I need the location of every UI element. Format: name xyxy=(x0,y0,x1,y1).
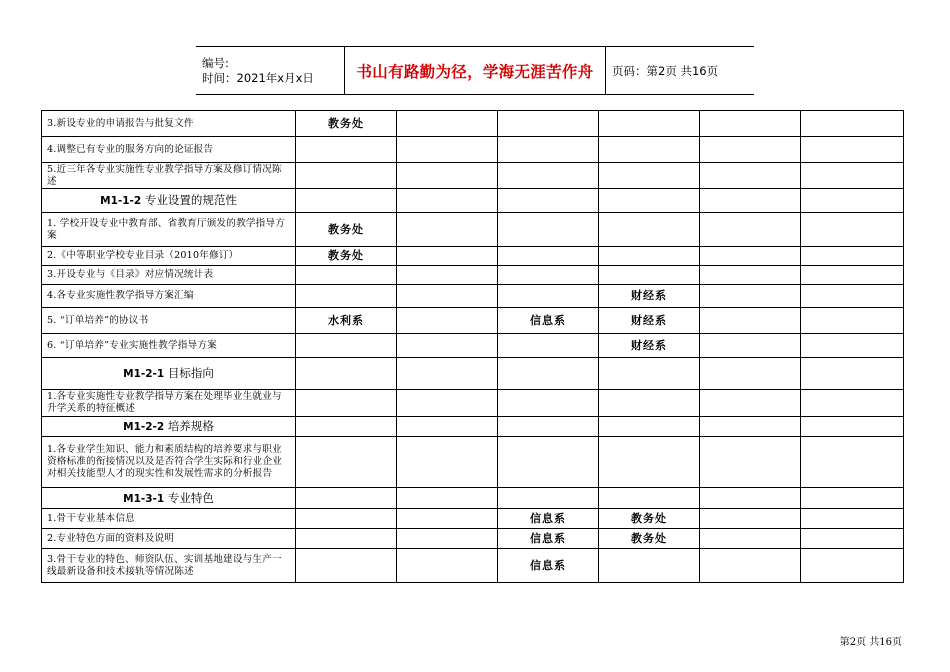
dept-cell xyxy=(700,163,801,189)
dept-cell xyxy=(397,111,498,137)
dept-cell xyxy=(498,437,599,488)
section-title: 培养规格 xyxy=(164,419,214,433)
dept-cell xyxy=(599,189,700,213)
dept-cell xyxy=(700,308,801,334)
dept-cell xyxy=(397,334,498,358)
dept-cell xyxy=(498,247,599,266)
dept-cell xyxy=(599,266,700,285)
dept-cell xyxy=(700,247,801,266)
dept-cell xyxy=(801,417,904,437)
dept-cell xyxy=(700,137,801,163)
table-row xyxy=(42,390,904,417)
dept-cell xyxy=(397,308,498,334)
section-code: M1-2-1 xyxy=(123,368,165,380)
dept-cell xyxy=(498,111,599,137)
dept-cell xyxy=(801,163,904,189)
dept-cell xyxy=(498,189,599,213)
section-row xyxy=(42,417,904,437)
dept-cell xyxy=(801,334,904,358)
header-meta xyxy=(196,47,345,94)
page-header xyxy=(196,46,754,95)
section-title: 专业特色 xyxy=(164,490,214,505)
dept-cell xyxy=(700,111,801,137)
dept-cell xyxy=(397,163,498,189)
dept-cell xyxy=(700,334,801,358)
table-row xyxy=(42,247,904,266)
item-text: 6. “订单培养”专业实施性教学指导方案 xyxy=(42,334,296,358)
dept-cell xyxy=(700,213,801,247)
dept-cell xyxy=(498,488,599,509)
page-label: 页码：第2页 共16页 xyxy=(612,63,719,78)
dept-cell xyxy=(801,488,904,509)
dept-cell xyxy=(801,549,904,583)
dept-cell xyxy=(599,437,700,488)
dept-cell: 教务处 xyxy=(296,111,397,137)
dept-cell xyxy=(801,137,904,163)
dept-cell xyxy=(397,189,498,213)
item-text: 1. 学校开设专业中教育部、省教育厅颁发的教学指导方案 xyxy=(42,213,296,247)
item-text: 5. “订单培养”的协议书 xyxy=(42,308,296,334)
dept-cell xyxy=(599,417,700,437)
dept-cell xyxy=(397,488,498,509)
table-row xyxy=(42,111,904,137)
dept-cell xyxy=(700,358,801,390)
table-row xyxy=(42,437,904,488)
dept-cell xyxy=(296,285,397,308)
dept-cell xyxy=(599,213,700,247)
dept-cell xyxy=(599,390,700,417)
item-text: 2.《中等职业学校专业目录（2010年修订） xyxy=(42,247,296,266)
section-code: M1-3-1 xyxy=(123,492,165,505)
page-footer: 第2页 共16页 xyxy=(839,637,902,648)
table-row xyxy=(42,529,904,549)
dept-cell: 财经系 xyxy=(599,308,700,334)
dept-cell xyxy=(397,529,498,549)
item-text: 3.新设专业的申请报告与批复文件 xyxy=(42,111,296,137)
dept-cell: 财经系 xyxy=(599,334,700,358)
dept-cell: 信息系 xyxy=(498,549,599,583)
dept-cell xyxy=(498,334,599,358)
dept-cell xyxy=(296,137,397,163)
dept-cell xyxy=(296,417,397,437)
dept-cell xyxy=(397,417,498,437)
section-heading xyxy=(42,358,296,390)
dept-cell xyxy=(498,266,599,285)
dept-cell xyxy=(498,285,599,308)
item-text: 3.开设专业与《目录》对应情况统计表 xyxy=(42,266,296,285)
dept-cell: 教务处 xyxy=(599,509,700,529)
dept-cell xyxy=(599,247,700,266)
dept-cell xyxy=(801,247,904,266)
dept-cell: 教务处 xyxy=(599,529,700,549)
table-row xyxy=(42,137,904,163)
item-text: 2.专业特色方面的资料及说明 xyxy=(42,529,296,549)
dept-cell xyxy=(397,509,498,529)
section-row xyxy=(42,488,904,509)
dept-cell xyxy=(599,358,700,390)
dept-cell xyxy=(296,358,397,390)
item-text: 3.骨干专业的特色、师资队伍、实训基地建设与生产一线最新设备和技术接轨等情况陈述 xyxy=(42,549,296,583)
dept-cell xyxy=(397,358,498,390)
item-text: 4.各专业实施性教学指导方案汇编 xyxy=(42,285,296,308)
dept-cell xyxy=(397,285,498,308)
dept-cell xyxy=(498,163,599,189)
dept-cell xyxy=(599,163,700,189)
dept-cell xyxy=(801,390,904,417)
item-text: 4.调整已有专业的服务方向的论证报告 xyxy=(42,137,296,163)
dept-cell xyxy=(296,437,397,488)
dept-cell xyxy=(801,308,904,334)
dept-cell xyxy=(700,549,801,583)
number-label: 编号: xyxy=(202,55,229,70)
dept-cell xyxy=(700,509,801,529)
dept-cell xyxy=(700,285,801,308)
dept-cell xyxy=(498,213,599,247)
item-text: 1.各专业实施性专业教学指导方案在处理毕业生就业与升学关系的特征概述 xyxy=(42,390,296,417)
table-row xyxy=(42,266,904,285)
dept-cell xyxy=(498,390,599,417)
dept-cell xyxy=(397,247,498,266)
dept-cell xyxy=(700,266,801,285)
table-row xyxy=(42,509,904,529)
dept-cell xyxy=(801,213,904,247)
dept-cell xyxy=(397,549,498,583)
section-title: 专业设置的规范性 xyxy=(141,193,237,207)
section-code: M1-1-2 xyxy=(100,195,142,207)
dept-cell xyxy=(397,437,498,488)
document-table xyxy=(41,110,904,583)
dept-cell xyxy=(801,529,904,549)
header-motto-cell xyxy=(345,47,606,94)
dept-cell xyxy=(397,266,498,285)
dept-cell xyxy=(296,390,397,417)
dept-cell xyxy=(801,266,904,285)
dept-cell: 财经系 xyxy=(599,285,700,308)
dept-cell xyxy=(599,549,700,583)
dept-cell xyxy=(296,189,397,213)
dept-cell xyxy=(801,437,904,488)
table-row xyxy=(42,213,904,247)
dept-cell xyxy=(700,529,801,549)
dept-cell: 教务处 xyxy=(296,247,397,266)
section-heading xyxy=(42,189,296,213)
time-label: 时间：2021年x月x日 xyxy=(202,70,314,85)
dept-cell xyxy=(498,137,599,163)
table-row xyxy=(42,163,904,189)
dept-cell xyxy=(801,111,904,137)
section-row xyxy=(42,358,904,390)
section-heading xyxy=(42,488,296,509)
dept-cell: 信息系 xyxy=(498,529,599,549)
table-row xyxy=(42,285,904,308)
section-heading xyxy=(42,417,296,437)
dept-cell xyxy=(296,529,397,549)
table-row xyxy=(42,549,904,583)
dept-cell xyxy=(801,285,904,308)
dept-cell xyxy=(700,437,801,488)
section-row xyxy=(42,189,904,213)
dept-cell xyxy=(801,189,904,213)
dept-cell xyxy=(700,417,801,437)
dept-cell xyxy=(599,111,700,137)
dept-cell xyxy=(700,488,801,509)
dept-cell xyxy=(397,213,498,247)
section-code: M1-2-2 xyxy=(123,421,165,433)
header-page-cell xyxy=(606,47,754,94)
dept-cell xyxy=(700,189,801,213)
dept-cell xyxy=(801,509,904,529)
dept-cell: 信息系 xyxy=(498,308,599,334)
item-text: 1.各专业学生知识、能力和素质结构的培养要求与职业资格标准的衔接情况以及是否符合学生实际和行业企业对相关技能型人才的现实性和发展性需求的分析报告 xyxy=(42,437,296,488)
dept-cell xyxy=(498,417,599,437)
dept-cell xyxy=(296,509,397,529)
dept-cell xyxy=(296,266,397,285)
dept-cell xyxy=(599,488,700,509)
dept-cell xyxy=(599,137,700,163)
table-row xyxy=(42,308,904,334)
dept-cell: 水利系 xyxy=(296,308,397,334)
dept-cell: 教务处 xyxy=(296,213,397,247)
dept-cell xyxy=(296,549,397,583)
dept-cell xyxy=(296,163,397,189)
dept-cell xyxy=(801,358,904,390)
dept-cell xyxy=(397,137,498,163)
dept-cell xyxy=(498,358,599,390)
dept-cell: 信息系 xyxy=(498,509,599,529)
item-text: 5.近三年各专业实施性专业教学指导方案及修订情况陈述 xyxy=(42,163,296,189)
dept-cell xyxy=(296,334,397,358)
motto: 书山有路勤为径，学海无涯苦作舟 xyxy=(356,61,594,81)
dept-cell xyxy=(397,390,498,417)
table-row xyxy=(42,334,904,358)
item-text: 1.骨干专业基本信息 xyxy=(42,509,296,529)
section-title: 目标指向 xyxy=(164,366,214,380)
dept-cell xyxy=(700,390,801,417)
dept-cell xyxy=(296,488,397,509)
